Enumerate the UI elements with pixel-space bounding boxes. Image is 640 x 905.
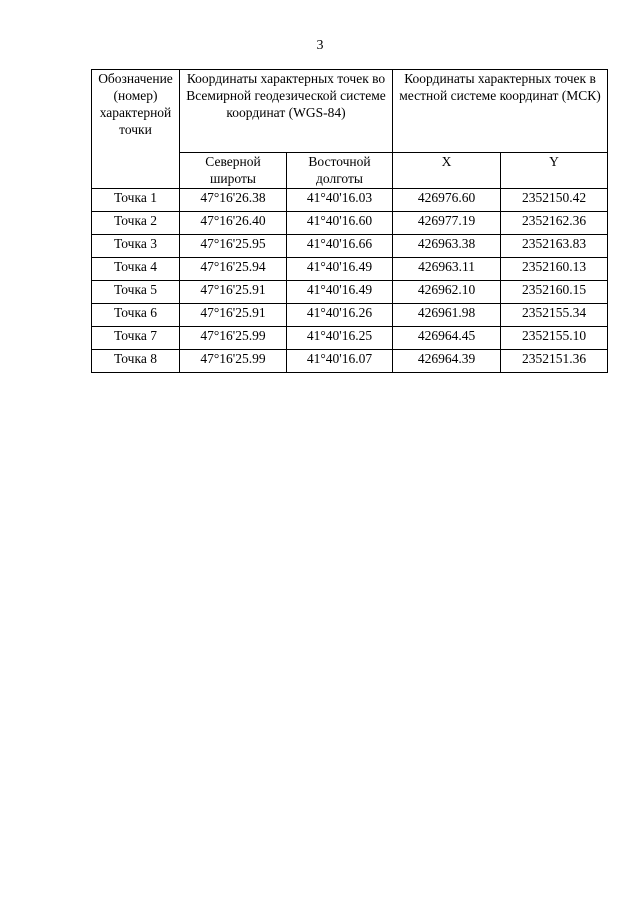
cell-point: Точка 8 xyxy=(92,350,180,373)
cell-point: Точка 4 xyxy=(92,258,180,281)
cell-x: 426977.19 xyxy=(393,212,501,235)
cell-longitude: 41°40'16.49 xyxy=(287,258,393,281)
cell-y: 2352155.34 xyxy=(501,304,608,327)
cell-y: 2352155.10 xyxy=(501,327,608,350)
cell-point: Точка 6 xyxy=(92,304,180,327)
cell-longitude: 41°40'16.49 xyxy=(287,281,393,304)
table-body xyxy=(92,189,608,373)
cell-point: Точка 5 xyxy=(92,281,180,304)
table-row xyxy=(92,281,608,304)
header-x: X xyxy=(393,153,501,189)
cell-latitude: 47°16'25.99 xyxy=(180,327,287,350)
header-msk-group: Координаты характерных точек в местной системе координат (МСК) xyxy=(393,70,608,153)
cell-latitude: 47°16'26.38 xyxy=(180,189,287,212)
cell-y: 2352162.36 xyxy=(501,212,608,235)
table-row xyxy=(92,350,608,373)
cell-longitude: 41°40'16.26 xyxy=(287,304,393,327)
header-wgs84-group: Координаты характерных точек во Всемирной геодезической системе координат (WGS-84) xyxy=(180,70,393,153)
header-point-designation: Обозначение (номер) характерной точки xyxy=(92,70,180,189)
cell-point: Точка 7 xyxy=(92,327,180,350)
header-y: Y xyxy=(501,153,608,189)
cell-longitude: 41°40'16.03 xyxy=(287,189,393,212)
page-number: 3 xyxy=(316,38,324,53)
cell-x: 426963.11 xyxy=(393,258,501,281)
cell-point: Точка 2 xyxy=(92,212,180,235)
cell-y: 2352160.13 xyxy=(501,258,608,281)
cell-point: Точка 3 xyxy=(92,235,180,258)
table-row xyxy=(92,235,608,258)
cell-x: 426976.60 xyxy=(393,189,501,212)
table-row xyxy=(92,327,608,350)
cell-latitude: 47°16'25.91 xyxy=(180,281,287,304)
header-longitude: Восточной долготы xyxy=(287,153,393,189)
cell-latitude: 47°16'25.99 xyxy=(180,350,287,373)
cell-latitude: 47°16'25.94 xyxy=(180,258,287,281)
cell-x: 426963.38 xyxy=(393,235,501,258)
table-header xyxy=(92,70,608,189)
cell-longitude: 41°40'16.25 xyxy=(287,327,393,350)
cell-longitude: 41°40'16.66 xyxy=(287,235,393,258)
table-row xyxy=(92,258,608,281)
table-row xyxy=(92,212,608,235)
cell-x: 426962.10 xyxy=(393,281,501,304)
cell-longitude: 41°40'16.60 xyxy=(287,212,393,235)
table-row xyxy=(92,304,608,327)
cell-x: 426964.45 xyxy=(393,327,501,350)
cell-y: 2352160.15 xyxy=(501,281,608,304)
coordinates-table xyxy=(91,69,608,373)
table-row xyxy=(92,189,608,212)
cell-x: 426961.98 xyxy=(393,304,501,327)
cell-longitude: 41°40'16.07 xyxy=(287,350,393,373)
cell-y: 2352150.42 xyxy=(501,189,608,212)
cell-latitude: 47°16'26.40 xyxy=(180,212,287,235)
cell-point: Точка 1 xyxy=(92,189,180,212)
cell-latitude: 47°16'25.91 xyxy=(180,304,287,327)
cell-y: 2352151.36 xyxy=(501,350,608,373)
cell-y: 2352163.83 xyxy=(501,235,608,258)
cell-latitude: 47°16'25.95 xyxy=(180,235,287,258)
cell-x: 426964.39 xyxy=(393,350,501,373)
header-latitude: Северной широты xyxy=(180,153,287,189)
